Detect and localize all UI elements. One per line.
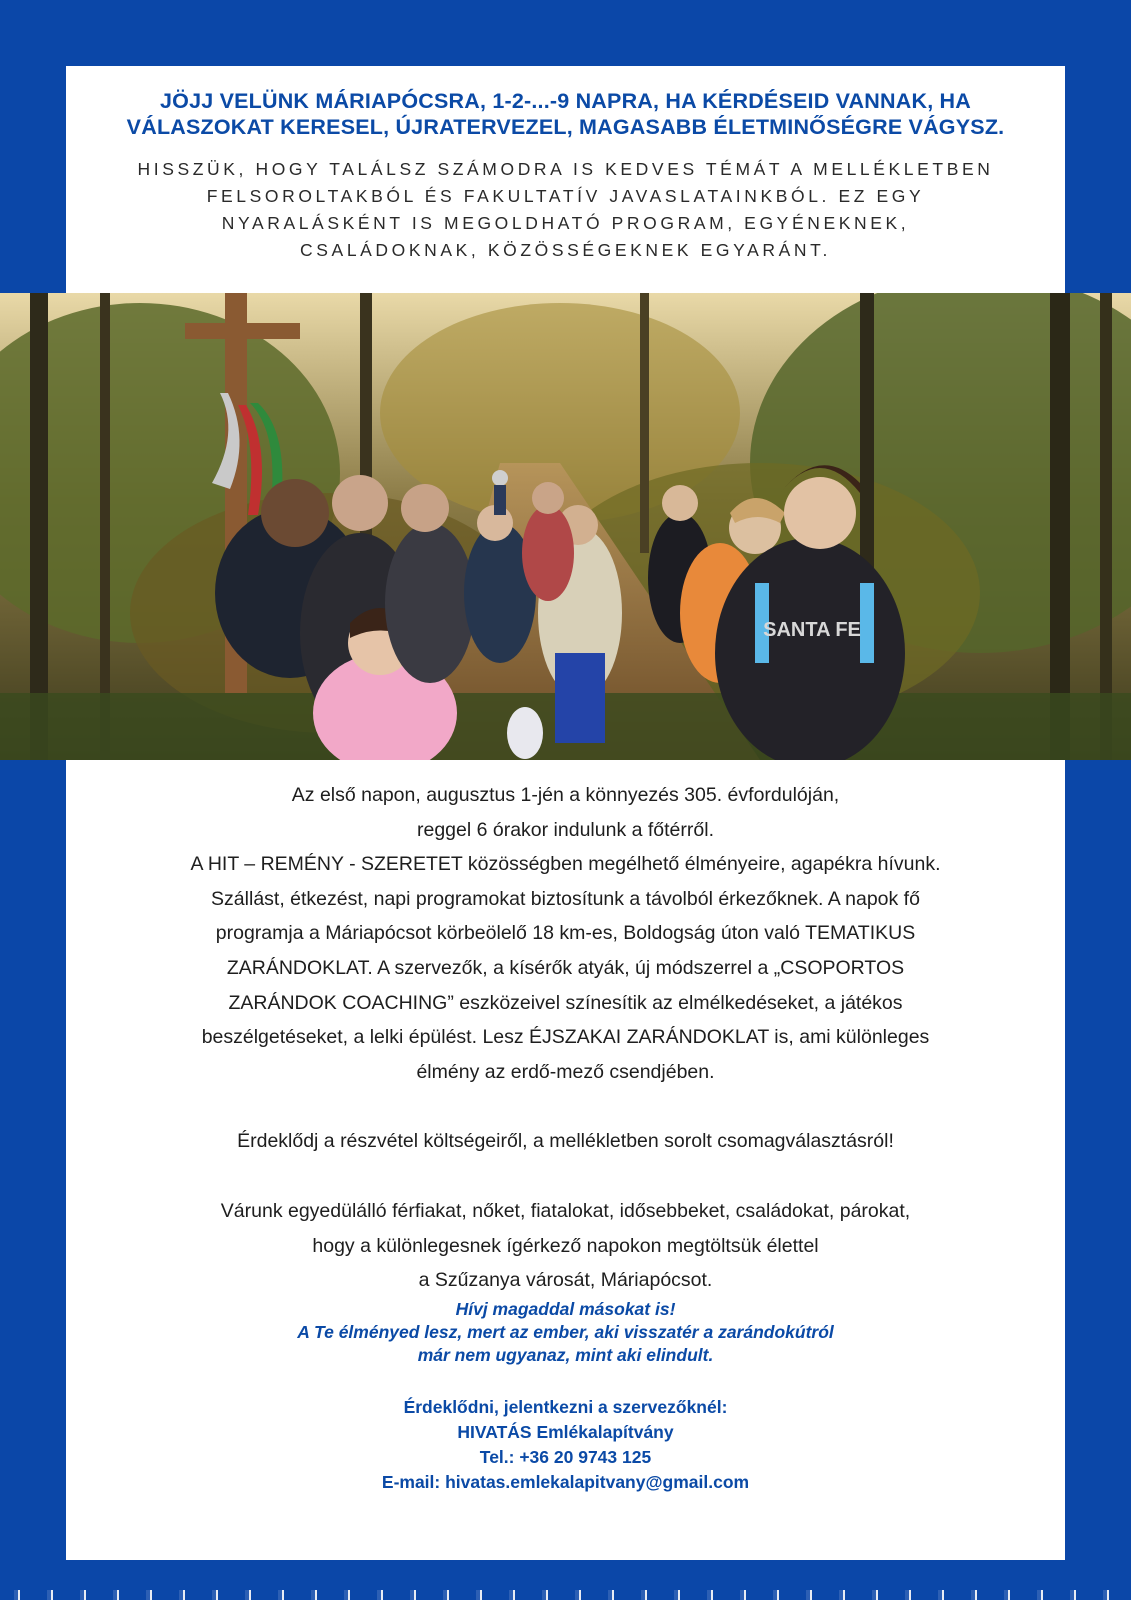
paragraph-line: A HIT – REMÉNY - SZERETET közösségben megélhető élményeire, agapékra hívunk. [190, 853, 941, 876]
paragraph-line: Várunk egyedülálló férfiakat, nőket, fiatalokat, idősebbeket, családokat, párokat, [220, 1199, 911, 1222]
paragraph-line: hogy a különlegesnek ígérkező napokon megtöltsük élettel [312, 1234, 819, 1257]
santa-fe-shirt-text: SANTA FE [763, 619, 861, 641]
paragraph-line: Az első napon, augusztus 1-jén a könnyezés 305. évfordulóján, [291, 784, 840, 806]
callout-line: A Te élményed lesz, mert az ember, aki visszatér a zarándokútról [297, 1321, 834, 1342]
paragraph-line: élmény az erdő-mező csendjében. [416, 1060, 715, 1083]
body-card [66, 760, 1065, 1560]
subheadline-line-3: NYARALÁSKÉNT IS MEGOLDHATÓ PROGRAM, EGYÉNEKNEK, [221, 213, 910, 233]
body-text [76, 778, 1056, 1298]
invitation-paragraph [76, 1194, 1056, 1298]
pilgrimage-photo [0, 293, 1131, 760]
paragraph-line: reggel 6 órakor indulunk a főtérről. [416, 818, 714, 841]
header-card [66, 66, 1065, 293]
paragraph-line: programja a Máriapócsot körbeölelő 18 km-es, Boldogság úton való TEMATIKUS [215, 922, 916, 945]
headline-line-2: VÁLASZOKAT KERESEL, ÚJRATERVEZEL, MAGASABB ÉLETMINŐSÉGRE VÁGYSZ. [126, 115, 1005, 139]
headline [86, 88, 1046, 140]
callout-line: Hívj magaddal másokat is! [455, 1298, 676, 1319]
paragraph-line: Szállást, étkezést, napi programokat biztosítunk a távolból érkezőknek. A napok fő [211, 887, 920, 910]
contact-intro: Érdeklődni, jelentkezni a szervezőknél: [403, 1396, 728, 1417]
paragraph-line: ZARÁNDOK COACHING” eszközeivel színesítik az elmélkedéseket, a játékos [228, 991, 903, 1014]
organization-name: HIVATÁS Emlékalapítvány [457, 1421, 674, 1442]
forest-pilgrims-image [0, 293, 1131, 760]
paragraph-line: ZARÁNDOKLAT. A szervezők, a kísérők atyák, új módszerrel a „CSOPORTOS [226, 956, 905, 979]
subheadline-line-2: FELSOROLTAKBÓL ÉS FAKULTATÍV JAVASLATAINKBÓL. EZ EGY [206, 186, 925, 206]
subheadline [86, 156, 1046, 264]
paragraph-line: beszélgetéseket, a lelki épülést. Lesz ÉJSZAKAI ZARÁNDOKLAT is, ami különleges [201, 1026, 930, 1049]
subheadline-line-1: HISSZÜK, HOGY TALÁLSZ SZÁMODRA IS KEDVES TÉMÁT A MELLÉKLETBEN [137, 159, 994, 179]
cost-inquiry-paragraph: Érdeklődj a részvétel költségeiről, a mellékletben sorolt csomagválasztásról! [237, 1130, 894, 1153]
subheadline-line-4: CSALÁDOKNAK, KÖZÖSSÉGEKNEK EGYARÁNT. [300, 240, 831, 260]
callout-line: már nem ugyanaz, mint aki elindult. [417, 1344, 714, 1365]
paragraph-line: a Szűzanya városát, Máriapócsot. [418, 1269, 713, 1292]
intro-paragraph [76, 778, 1056, 1089]
contact-block [66, 1395, 1065, 1495]
callout-text [66, 1298, 1065, 1367]
headline-line-1: JÖJJ VELÜNK MÁRIAPÓCSRA, 1-2-...-9 NAPRA, HA KÉRDÉSEID VANNAK, HA [160, 89, 971, 113]
bottom-decorative-strip [0, 1590, 1131, 1600]
phone-number[interactable]: Tel.: +36 20 9743 125 [479, 1446, 652, 1467]
email-address[interactable]: E-mail: hivatas.emlekalapitvany@gmail.com [381, 1471, 750, 1492]
